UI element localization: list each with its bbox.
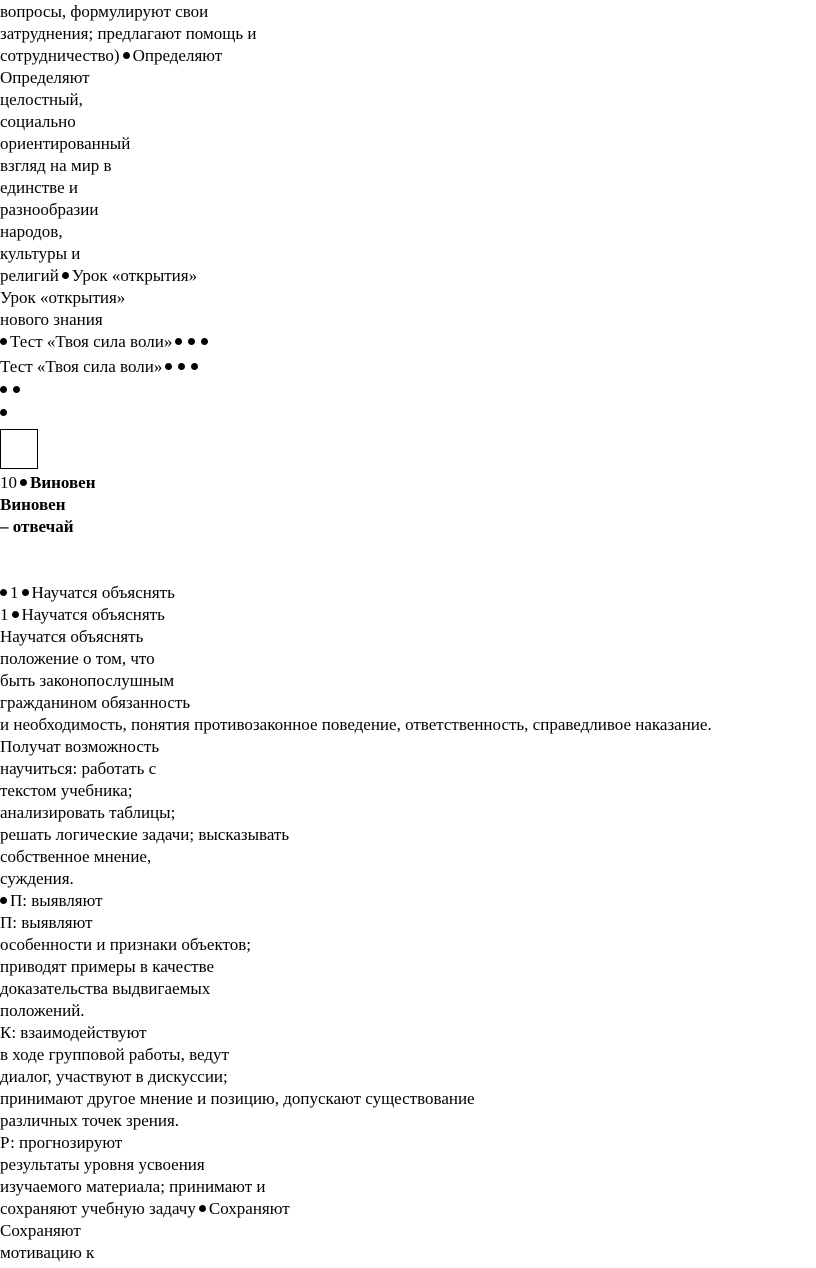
- text: положение о том, что: [0, 649, 155, 668]
- text: разнообразии: [0, 200, 99, 219]
- text: анализировать таблицы;: [0, 803, 176, 822]
- text: вопросы, формулируют свои: [0, 2, 209, 21]
- bullet-icon: [199, 1205, 206, 1212]
- text-line: [0, 1, 208, 23]
- text-line: [0, 1154, 205, 1176]
- text: собственное мнение,: [0, 847, 152, 866]
- bullet-icon: [20, 479, 27, 486]
- text-line: [0, 1132, 122, 1154]
- bullet-icon: [191, 363, 198, 370]
- text-line: [0, 648, 155, 670]
- text: различных точек зрения.: [0, 1111, 180, 1130]
- text: Научатся объяснять: [31, 583, 175, 602]
- text: Получат возможность: [0, 737, 160, 756]
- text: 10: [0, 473, 17, 492]
- text: 1: [10, 583, 19, 602]
- text-line: [0, 1242, 94, 1264]
- text-line: [0, 846, 151, 868]
- text-line: [0, 331, 211, 353]
- text-line: [0, 956, 214, 978]
- text: диалог, участвуют в дискуссии;: [0, 1067, 228, 1086]
- bullet-icon: [178, 363, 185, 370]
- text-line: [0, 1110, 179, 1132]
- text: народов,: [0, 222, 63, 241]
- bullet-icon: [165, 363, 172, 370]
- text-line: [0, 1066, 228, 1088]
- text-line: [0, 177, 78, 199]
- text-line: [0, 758, 156, 780]
- text: решать логические задачи; высказывать: [0, 825, 290, 844]
- text: Научатся объяснять: [21, 605, 165, 624]
- text-line: [0, 934, 251, 956]
- text-line: [0, 868, 74, 890]
- bullet-icon: [188, 338, 195, 345]
- text: – отвечай: [0, 517, 74, 536]
- text: Тест «Твоя сила воли»: [10, 332, 173, 351]
- text-line: [0, 1022, 147, 1044]
- text: К: взаимодействуют: [0, 1023, 147, 1042]
- text: целостный,: [0, 90, 83, 109]
- text: Сохраняют: [0, 1221, 81, 1240]
- text-line: [0, 582, 175, 604]
- text: положений.: [0, 1001, 85, 1020]
- bullet-icon: [0, 589, 7, 596]
- text: особенности и признаки объектов;: [0, 935, 251, 954]
- text: сохраняют учебную задачу: [0, 1199, 196, 1218]
- text: текстом учебника;: [0, 781, 133, 800]
- text-line: [0, 265, 197, 287]
- text: в ходе групповой работы, ведут: [0, 1045, 229, 1064]
- text: П: выявляют: [10, 891, 103, 910]
- text-line: [0, 1044, 229, 1066]
- text-line: [0, 472, 96, 494]
- text: Научатся объяснять: [0, 627, 144, 646]
- text-line: [0, 23, 256, 45]
- text: гражданином обязанность: [0, 693, 191, 712]
- text: доказательства выдвигаемых: [0, 979, 211, 998]
- text: Урок «открытия»: [71, 266, 198, 285]
- text-line: [0, 133, 130, 155]
- text: и необходимость, понятия противозаконное поведение, ответственность, справедливое наказание.: [0, 715, 712, 734]
- bullet-icon: [0, 338, 7, 345]
- text-line: [0, 1000, 85, 1022]
- bullet-line: [0, 379, 23, 401]
- text-line: [0, 978, 210, 1000]
- text: ориентированный: [0, 134, 131, 153]
- text-line: [0, 626, 143, 648]
- text: Определяют: [0, 68, 90, 87]
- text: нового знания: [0, 310, 103, 329]
- text-line: [0, 243, 80, 265]
- bullet-icon: [123, 52, 130, 59]
- bullet-icon: [0, 409, 7, 416]
- bullet-icon: [0, 386, 7, 393]
- text: Виновен: [30, 473, 96, 492]
- text-line: [0, 356, 201, 378]
- text-line: [0, 1220, 81, 1242]
- text-line: [0, 155, 112, 177]
- text: суждения.: [0, 869, 74, 888]
- text-line: [0, 111, 76, 133]
- text-line: [0, 1176, 266, 1198]
- text-line: [0, 604, 165, 626]
- text: результаты уровня усвоения: [0, 1155, 205, 1174]
- text-line: [0, 221, 63, 243]
- bullet-line: [0, 402, 10, 424]
- text: П: выявляют: [0, 913, 93, 932]
- bullet-icon: [62, 272, 69, 279]
- text: затруднения; предлагают помощь и: [0, 24, 257, 43]
- text: религий: [0, 266, 59, 285]
- text-line: [0, 714, 712, 736]
- text: Виновен: [0, 495, 66, 514]
- text-line: [0, 890, 103, 912]
- text-line: [0, 199, 98, 221]
- text: единстве и: [0, 178, 78, 197]
- text: принимают другое мнение и позицию, допускают существование: [0, 1089, 475, 1108]
- bullet-icon: [0, 897, 7, 904]
- bullet-icon: [22, 589, 29, 596]
- text: Урок «открытия»: [0, 288, 126, 307]
- text-line: [0, 494, 66, 516]
- empty-box: [0, 429, 38, 469]
- text: взгляд на мир в: [0, 156, 112, 175]
- text-line: [0, 802, 175, 824]
- text: Р: прогнозируют: [0, 1133, 123, 1152]
- text: быть законопослушным: [0, 671, 175, 690]
- text-line: [0, 1088, 475, 1110]
- text-line: [0, 45, 222, 67]
- text: Тест «Твоя сила воли»: [0, 357, 163, 376]
- text-line: [0, 670, 174, 692]
- bullet-icon: [201, 338, 208, 345]
- text-line: [0, 516, 74, 538]
- text: мотивацию к: [0, 1243, 95, 1262]
- text: Определяют: [132, 46, 223, 65]
- bullet-icon: [12, 611, 19, 618]
- text-line: [0, 736, 159, 758]
- text-line: [0, 912, 93, 934]
- text-line: [0, 67, 90, 89]
- text: социально: [0, 112, 76, 131]
- text: 1: [0, 605, 9, 624]
- text: Сохраняют: [208, 1199, 290, 1218]
- text-line: [0, 780, 132, 802]
- text-line: [0, 692, 190, 714]
- text-line: [0, 824, 289, 846]
- bullet-icon: [175, 338, 182, 345]
- text-line: [0, 287, 125, 309]
- text-line: [0, 1198, 290, 1220]
- text: культуры и: [0, 244, 81, 263]
- text-line: [0, 309, 103, 331]
- text: сотрудничество): [0, 46, 120, 65]
- bullet-icon: [13, 386, 20, 393]
- text: изучаемого материала; принимают и: [0, 1177, 266, 1196]
- text-line: [0, 89, 83, 111]
- text: приводят примеры в качестве: [0, 957, 215, 976]
- text: научиться: работать с: [0, 759, 157, 778]
